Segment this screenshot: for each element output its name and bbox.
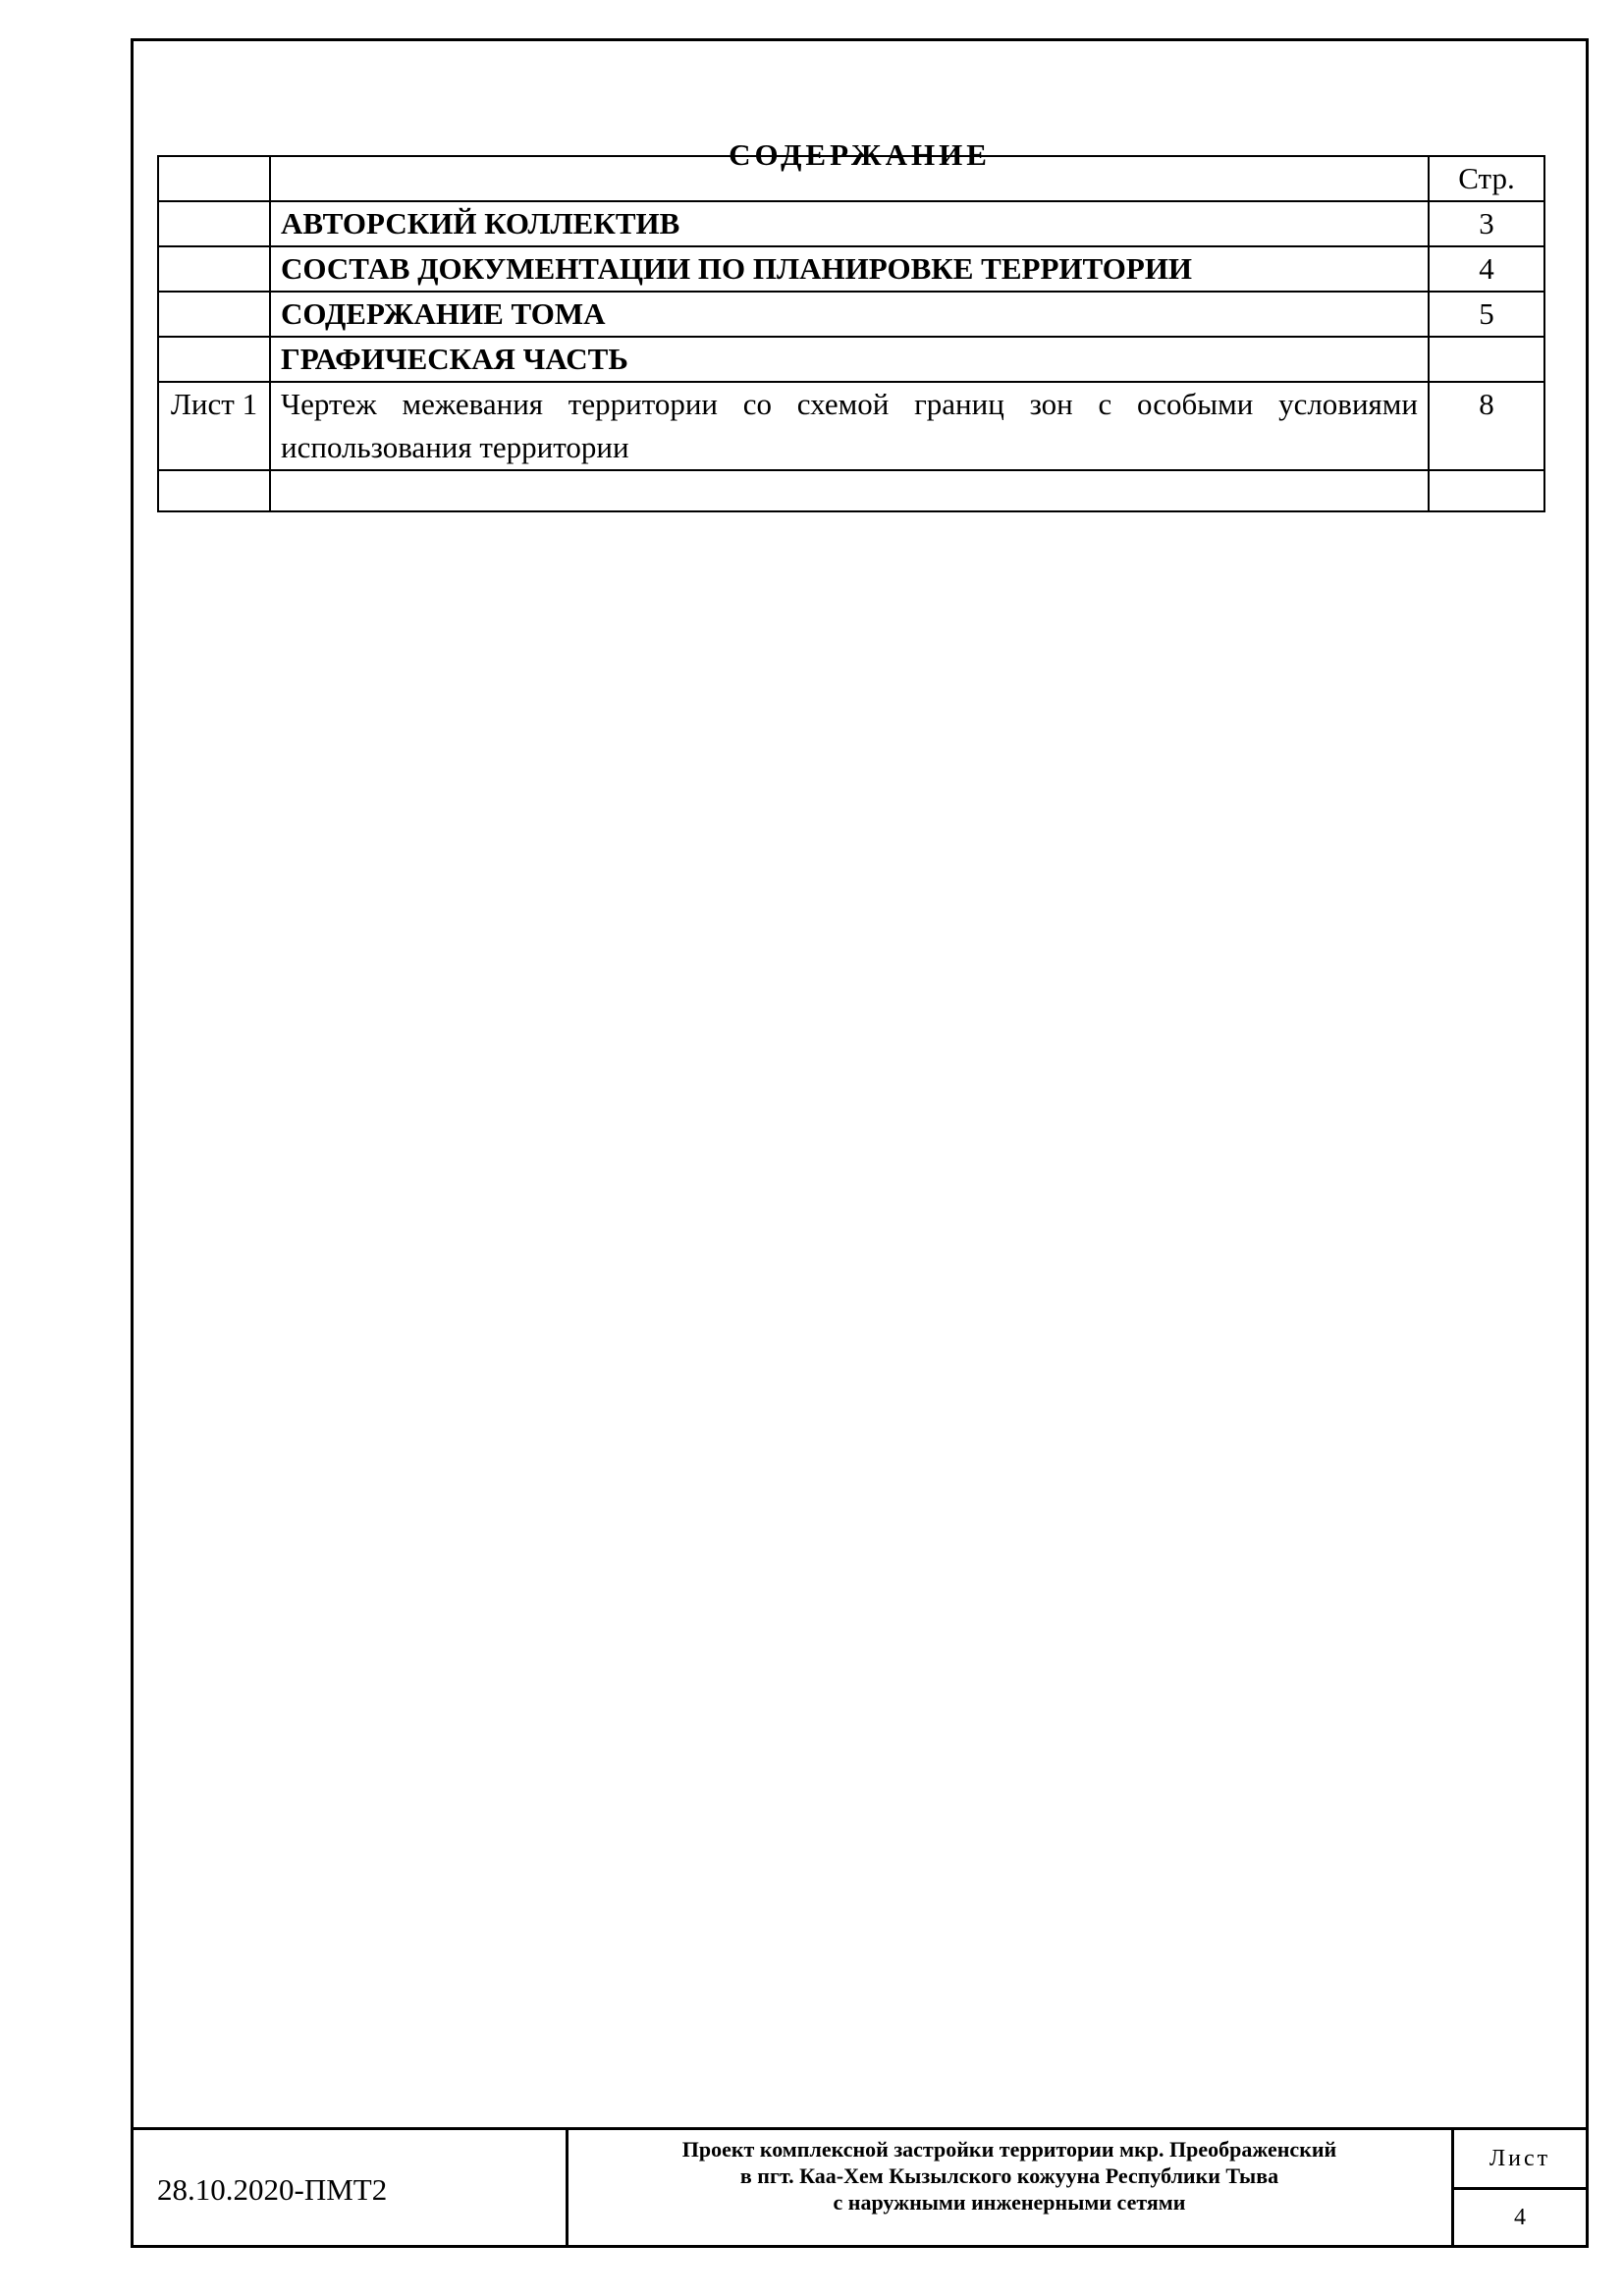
row-title: СОСТАВ ДОКУМЕНТАЦИИ ПО ПЛАНИРОВКЕ ТЕРРИТОРИИ [270,246,1429,292]
empty-cell [270,470,1429,511]
row-number [158,292,270,337]
table-row [158,382,1544,470]
table-row [158,246,1544,292]
row-title: АВТОРСКИЙ КОЛЛЕКТИВ [270,201,1429,246]
sheet-number: 4 [1514,2205,1526,2230]
header-cell-empty [158,156,270,201]
project-name-line: с наружными инженерными сетями [833,2190,1186,2215]
table-row [158,337,1544,382]
row-page: 8 [1429,382,1544,470]
page-frame [131,38,1589,2248]
empty-cell [1429,470,1544,511]
project-name [569,2136,1449,2216]
table-row [158,292,1544,337]
row-title: ГРАФИЧЕСКАЯ ЧАСТЬ [270,337,1429,382]
row-number [158,337,270,382]
table-row-empty [158,470,1544,511]
row-number [158,201,270,246]
row-page [1429,337,1544,382]
project-name-line: в пгт. Каа-Хем Кызылского кожууна Республики Тыва [739,2163,1279,2188]
title-block [134,2127,1586,2245]
header-cell-empty [270,156,1429,201]
page-title: СОДЕРЖАНИЕ [729,137,991,172]
document-code: 28.10.2020-ПМТ2 [157,2172,388,2207]
row-page: 4 [1429,246,1544,292]
table-row [158,201,1544,246]
page-column-header: Стр. [1429,156,1544,201]
title-block-divider [566,2130,568,2245]
row-page: 5 [1429,292,1544,337]
empty-cell [158,470,270,511]
row-title: Чертеж межевания территории со схемой границ зон с особыми условиями использования территории [270,382,1429,470]
contents-table [157,155,1545,512]
row-number [158,246,270,292]
sheet-label: Лист [1454,2130,1586,2190]
row-page: 3 [1429,201,1544,246]
project-name-line: Проект комплексной застройки территории мкр. Преображенский [681,2137,1337,2162]
row-title: СОДЕРЖАНИЕ ТОМА [270,292,1429,337]
row-number: Лист 1 [158,382,270,470]
table-header-row [158,156,1544,201]
